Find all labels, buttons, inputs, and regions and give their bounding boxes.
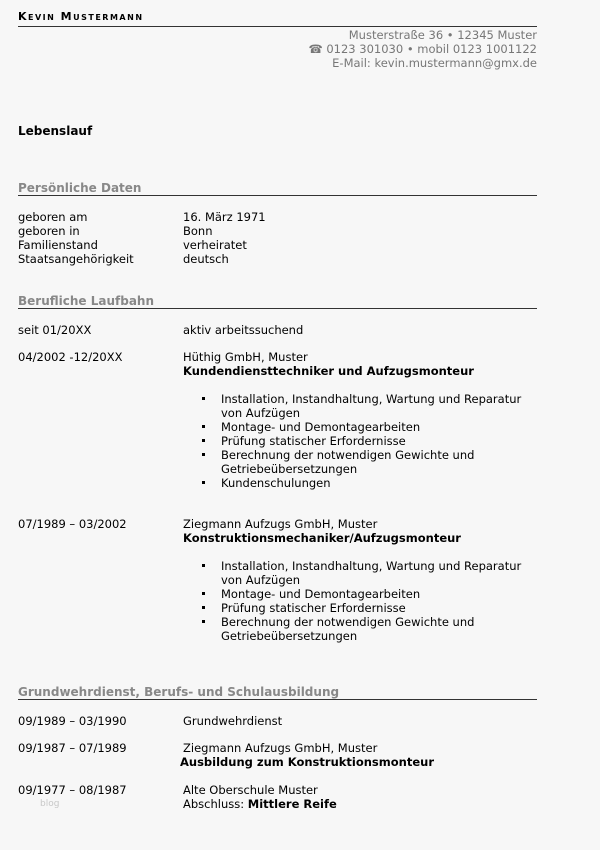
personal-value: deutsch — [183, 252, 229, 266]
list-item: Berechnung der notwendigen Gewichte und Getriebeübersetzungen — [202, 615, 522, 643]
list-item: Installation, Instandhaltung, Wartung und Reparatur von Aufzügen — [202, 559, 522, 587]
personal-label: geboren in — [18, 224, 80, 238]
list-item: Montage- und Demontagearbeiten — [202, 420, 522, 434]
section-title-personal: Persönliche Daten — [18, 181, 142, 195]
education-qualification — [183, 797, 537, 811]
education-period: 09/1977 – 08/1987 — [18, 783, 127, 797]
document-title: Lebenslauf — [18, 124, 93, 138]
education-qualification: Ausbildung zum Konstruktionsmonteur — [180, 755, 434, 769]
list-item: Installation, Instandhaltung, Wartung und Reparatur von Aufzügen — [202, 392, 522, 420]
duty-list — [202, 559, 522, 643]
education-detail: Grundwehrdienst — [183, 714, 283, 728]
duty-list — [202, 392, 522, 490]
education-period: 09/1989 – 03/1990 — [18, 714, 127, 728]
applicant-name: Kevin Mustermann — [18, 10, 144, 23]
qualification-prefix: Abschluss: — [183, 797, 248, 811]
personal-value: Bonn — [183, 224, 213, 238]
education-period: 09/1987 – 07/1989 — [18, 741, 127, 755]
section-rule-career — [18, 308, 537, 309]
address-line: Musterstraße 36 • 12345 Muster — [348, 28, 537, 42]
career-period: 07/1989 – 03/2002 — [18, 517, 127, 531]
personal-value: verheiratet — [183, 238, 247, 252]
section-title-education: Grundwehrdienst, Berufs- und Schulausbildung — [18, 685, 340, 699]
personal-value: 16. März 1971 — [183, 210, 266, 224]
email-line[interactable]: E-Mail: kevin.mustermann@gmx.de — [332, 56, 537, 70]
qualification-degree: Mittlere Reife — [247, 797, 337, 811]
watermark-text: blog — [40, 799, 60, 809]
career-position: Kundendiensttechniker und Aufzugsmonteur — [183, 364, 474, 378]
career-period: seit 01/20XX — [18, 323, 92, 337]
list-item: Kundenschulungen — [202, 476, 522, 490]
career-employer: aktiv arbeitssuchend — [183, 323, 304, 337]
phone-line: ☎ 0123 301030 • mobil 0123 1001122 — [308, 42, 537, 56]
career-employer: Hüthig GmbH, Muster — [183, 350, 308, 364]
career-period: 04/2002 -12/20XX — [18, 350, 123, 364]
education-detail: Alte Oberschule Muster — [183, 783, 318, 797]
personal-label: geboren am — [18, 210, 88, 224]
section-rule-education — [18, 699, 537, 700]
section-title-career: Berufliche Laufbahn — [18, 294, 155, 308]
education-detail: Ziegmann Aufzugs GmbH, Muster — [183, 741, 378, 755]
personal-label: Staatsangehörigkeit — [18, 252, 134, 266]
section-rule-personal — [18, 195, 537, 196]
career-employer: Ziegmann Aufzugs GmbH, Muster — [183, 517, 378, 531]
list-item: Prüfung statischer Erfordernisse — [202, 434, 522, 448]
list-item: Prüfung statischer Erfordernisse — [202, 601, 522, 615]
list-item: Berechnung der notwendigen Gewichte und Getriebeübersetzungen — [202, 448, 522, 476]
career-position: Konstruktionsmechaniker/Aufzugsmonteur — [183, 531, 461, 545]
header-rule — [18, 26, 537, 27]
list-item: Montage- und Demontagearbeiten — [202, 587, 522, 601]
personal-label: Familienstand — [18, 238, 98, 252]
